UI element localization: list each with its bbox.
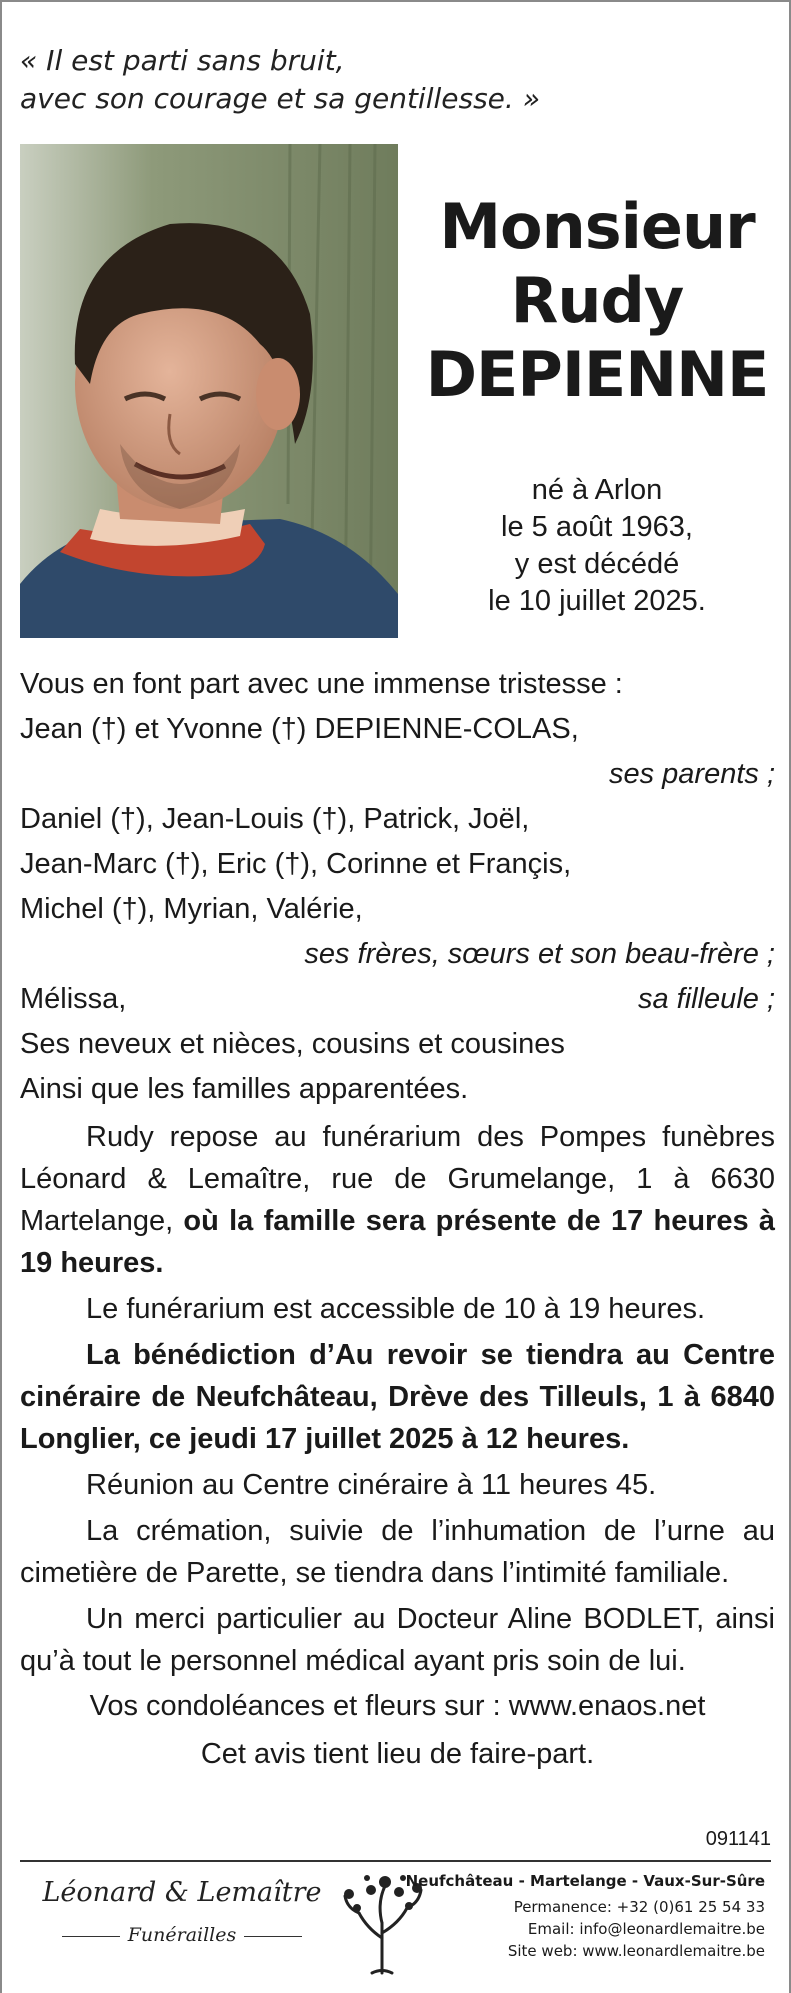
birth-line-1: né à Arlon (531, 474, 663, 506)
name-title: Monsieur (439, 190, 755, 263)
siblings-line-1: Daniel (†), Jean-Louis (†), Patrick, Joël, (20, 803, 530, 835)
portrait-photo (20, 144, 398, 638)
parents-line: Jean (†) et Yvonne (†) DEPIENNE-COLAS, (20, 713, 579, 745)
funeral-home-contact (405, 1870, 765, 1962)
condolences-line: Vos condoléances et fleurs sur : www.enaos.net (89, 1690, 706, 1722)
meeting-paragraph: Réunion au Centre cinéraire à 11 heures 45. (86, 1469, 657, 1501)
cremation-paragraph: La crémation, suivie de l’inhumation de l’urne au cimetière de Parette, se tiendra dans l’intimité familiale. (20, 1515, 775, 1589)
reference-number: 091141 (705, 1828, 771, 1850)
parents-role: ses parents ; (608, 758, 775, 790)
funeral-home-subtitle (32, 1924, 332, 1946)
goddaughter-row (20, 977, 775, 1022)
birth-death-info (442, 472, 752, 620)
thanks-paragraph: Un merci particulier au Docteur Aline BODLET, ainsi qu’à tout le personnel médical ayant pris soin de lui. (20, 1603, 775, 1677)
quote-line-2: avec son courage et sa gentillesse. » (20, 82, 540, 115)
siblings-line-3: Michel (†), Myrian, Valérie, (20, 893, 363, 925)
birth-line-3: y est décédé (514, 548, 680, 580)
birth-line-4: le 10 juillet 2025. (488, 585, 706, 617)
ceremony-paragraph: La bénédiction d’Au revoir se tiendra au Centre cinéraire de Neufchâteau, Drève des Tilleuls, 1 à 6840 Longlier, ce jeudi 17 juillet 2025 à 12 heures. (20, 1339, 775, 1455)
funeral-home-towns: Neufchâteau - Martelange - Vaux-Sur-Sûre (405, 1872, 765, 1890)
last-name: DEPIENNE (425, 338, 769, 411)
siblings-line-2: Jean-Marc (†), Eric (†), Corinne et Françis, (20, 848, 572, 880)
funeral-home-phone: Permanence: +32 (0)61 25 54 33 (513, 1898, 765, 1916)
goddaughter-role: sa filleule ; (637, 983, 775, 1015)
nephews-line: Ses neveux et nièces, cousins et cousines (20, 1028, 565, 1060)
funeral-home-website: Site web: www.leonardlemaitre.be (507, 1942, 765, 1960)
deceased-name (422, 190, 772, 412)
repose-paragraph (20, 1116, 775, 1284)
families-line: Ainsi que les familles apparentées. (20, 1073, 469, 1105)
footer-divider (20, 1860, 771, 1862)
funeral-home-email: Email: info@leonardlemaitre.be (527, 1920, 765, 1938)
subtitle-dash-right (244, 1936, 302, 1937)
siblings-role: ses frères, sœurs et son beau-frère ; (304, 938, 775, 970)
subtitle-text: Funérailles (127, 1924, 237, 1946)
birth-line-2: le 5 août 1963, (501, 511, 693, 543)
notice-line: Cet avis tient lieu de faire-part. (200, 1738, 595, 1770)
announcement-body (20, 662, 775, 1778)
epigraph-quote (20, 42, 760, 118)
quote-line-1: « Il est parti sans bruit, (20, 44, 345, 77)
repose-bold: où la famille sera présente de 17 heures à 19 heures. (20, 1205, 775, 1279)
intro-line: Vous en font part avec une immense tristesse : (20, 668, 623, 700)
access-paragraph: Le funérarium est accessible de 10 à 19 heures. (86, 1293, 706, 1325)
first-name: Rudy (510, 264, 684, 337)
goddaughter-name: Mélissa, (20, 983, 127, 1015)
subtitle-dash-left (62, 1936, 120, 1937)
funeral-home-name: Léonard & Lemaître (42, 1877, 322, 1908)
repose-text: Rudy repose au funérarium des Pompes funèbres Léonard & Lemaître, rue de Grumelange, 1 à 6630 Martelange, (20, 1121, 775, 1237)
